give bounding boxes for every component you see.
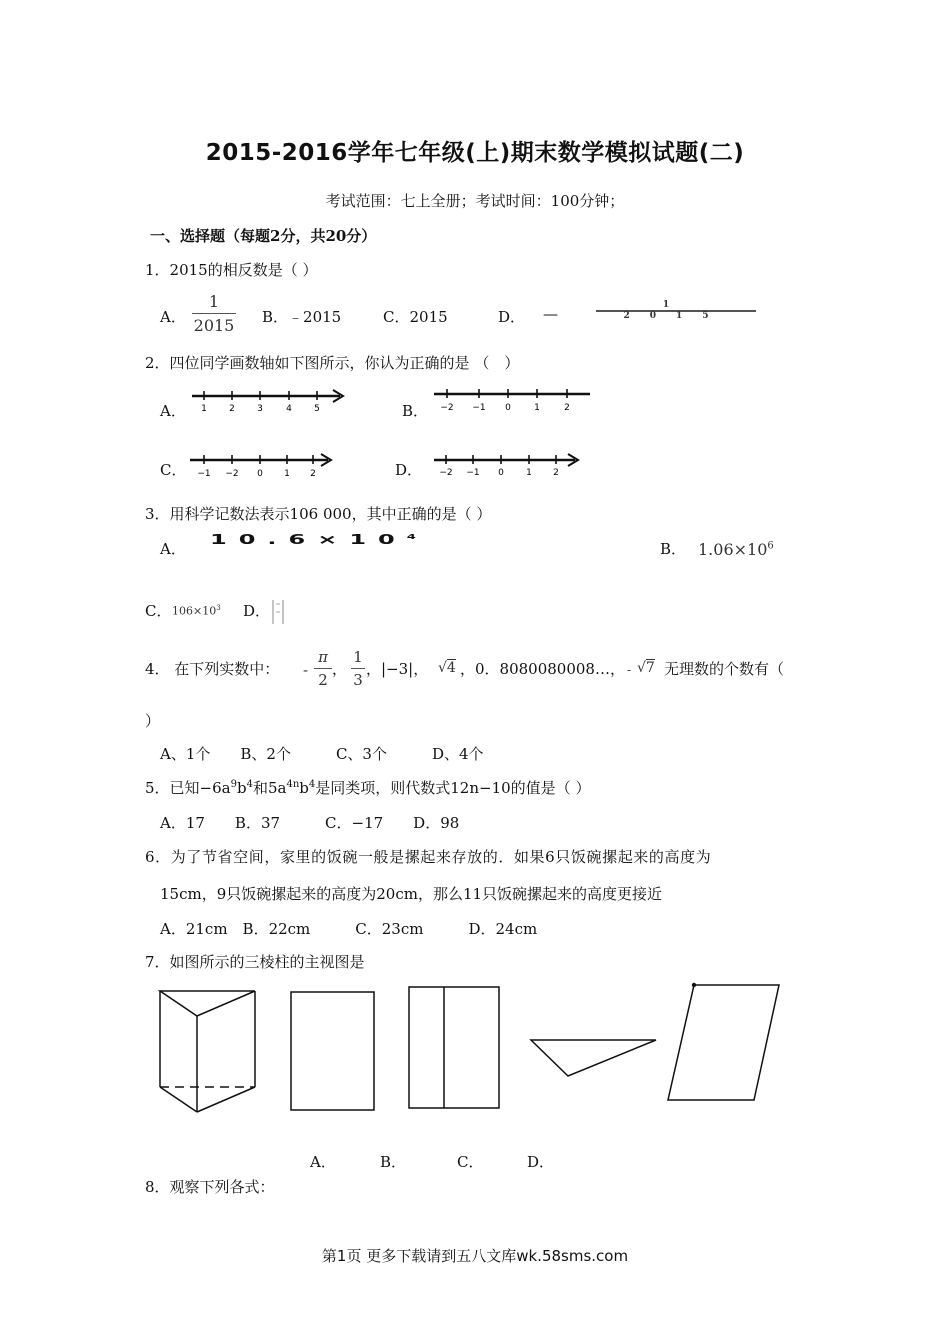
q5-text-part: 和5a (252, 779, 287, 797)
option-d-parallelogram-figure (664, 982, 784, 1106)
option-a-rectangle-figure (288, 990, 378, 1114)
tick-label: 3 (257, 404, 263, 414)
q2-stem: 2．四位同学画数轴如下图所示，你认为正确的是 （ ） (145, 354, 520, 372)
option-b-split-rectangle-figure (406, 985, 502, 1111)
q2-option-c-label: C． (160, 461, 187, 479)
q4-sqrt4-radicand: 4 (446, 660, 456, 676)
q4-prefix: 4． 在下列实数中： (145, 660, 280, 678)
q3-b-base: 1.06×10 (698, 540, 768, 559)
q3-a-exponent: 4 (406, 533, 428, 542)
q7-label-d: D． (527, 1153, 555, 1171)
q5-exponent: 4n (286, 779, 300, 790)
q5-text-part: b (236, 779, 247, 797)
q4-three: 3 (353, 671, 363, 689)
q3-stem: 3．用科学记数法表示106 000，其中正确的是（ ） (145, 505, 492, 523)
q4-negative-sign: - (303, 661, 309, 679)
q5-exponent: 9 (230, 779, 237, 790)
page-title: 2015-2016学年七年级(上)期末数学模拟试题(二) (205, 140, 745, 166)
sqrt-icon: √ (438, 660, 447, 676)
q1-option-d-fraction (596, 302, 756, 320)
q5-stem (145, 777, 590, 798)
number-line-c (188, 452, 338, 484)
q2-option-a-label: A． (160, 402, 186, 420)
q1-option-a-fraction (192, 292, 236, 335)
tick-label: −1 (472, 403, 486, 413)
q3-option-a-value (210, 532, 428, 547)
q4-sqrt-7 (637, 660, 655, 676)
q5-text-part: b (299, 779, 309, 797)
q4-options: A、1个 B、2个 C、3个 D、4个 (160, 745, 484, 763)
tick-label: 2 (564, 403, 570, 413)
tick-label: 1 (284, 469, 290, 479)
tick-label: 1 (201, 404, 207, 414)
q3-c-exponent: 3 (216, 604, 221, 612)
q1-option-d-dash: — (543, 305, 558, 323)
q5-text-part: 5．已知−6a (145, 779, 231, 797)
q1-d-denominator: 2015 (623, 311, 729, 321)
q2-option-b-label: B． (402, 402, 429, 420)
tick-label: −1 (466, 468, 480, 478)
q1-stem: 1．2015的相反数是（ ） (145, 261, 318, 279)
number-line-b (432, 386, 597, 416)
q1-a-denominator: 2015 (193, 316, 235, 335)
page-footer: 第1页 更多下载请到五八文库wk.58sms.com (321, 1247, 629, 1265)
q5-exponent: 4 (308, 779, 316, 790)
q1-a-numerator: 1 (208, 292, 220, 311)
tick-label: −2 (225, 469, 239, 479)
q3-option-c-value (172, 604, 221, 618)
tick-label: −1 (197, 469, 211, 479)
triangular-prism-figure (155, 985, 265, 1117)
q3-a-base: 10.6×10 (210, 532, 407, 548)
number-line-a (190, 386, 350, 416)
option-c-triangle-figure (528, 1036, 660, 1080)
section-heading: 一、选择题（每题2分，共20分） (150, 227, 377, 245)
tick-label: −2 (439, 468, 453, 478)
q1-option-d-label: D． (498, 308, 526, 326)
q3-option-b-label: B． (660, 540, 687, 558)
q6-options: A．21cm B．22cm C．23cm D．24cm (160, 920, 538, 938)
q3-option-b-value (698, 540, 774, 559)
q1-d-numerator: 1 (662, 300, 690, 310)
q1-option-c: C．2015 (383, 308, 448, 326)
q4-comma: ， (332, 660, 348, 678)
q4-fraction-one-third (351, 648, 365, 689)
tick-label: 2 (310, 469, 316, 479)
exam-info: 考试范围：七上全册；考试时间：100分钟； (325, 192, 625, 210)
q4-one: 1 (353, 648, 363, 666)
fraction-bar (351, 668, 365, 669)
q3-option-a-label: A． (160, 540, 186, 558)
q4-suffix: 无理数的个数有（ (664, 660, 785, 678)
tick-label: 0 (505, 403, 511, 413)
tick-label: 1 (526, 468, 532, 478)
sqrt-icon: √ (637, 660, 646, 676)
q4-abs-value: ，|−3|， (366, 660, 429, 678)
tick-label: 1 (534, 403, 540, 413)
fraction-bar (314, 668, 332, 669)
tick-label: 2 (553, 468, 559, 478)
q4-fraction-pi-over-2 (314, 648, 332, 689)
fraction-bar (192, 313, 236, 314)
q5-text-part: 是同类项，则代数式12n−10的值是（ ） (315, 779, 591, 797)
tick-label: 0 (257, 469, 263, 479)
q4-negative-sign-2: - (627, 663, 632, 677)
q3-b-exponent: 6 (767, 540, 774, 552)
q4-sqrt7-radicand: 7 (645, 660, 655, 676)
q3-option-d-image (270, 598, 290, 626)
q4-two: 2 (318, 671, 328, 689)
q6-line-1: 6．为了节省空间，家里的饭碗一般是摞起来存放的．如果6只饭碗摞起来的高度为 (145, 848, 712, 866)
tick-label: 0 (498, 468, 504, 478)
q8-stem: 8．观察下列各式： (145, 1178, 275, 1196)
q1-option-b: B．﹣2015 (262, 308, 342, 326)
q2-option-d-label: D． (395, 461, 423, 479)
tick-label: 2 (229, 404, 235, 414)
q5-exponent: 4 (246, 779, 253, 790)
q4-decimal: ，0．8080080008…， (460, 660, 625, 678)
q7-label-b: B． (380, 1153, 407, 1171)
q1-option-a-label: A． (160, 308, 186, 326)
tick-label: 5 (314, 404, 320, 414)
q7-stem: 7．如图所示的三棱柱的主视图是 (145, 953, 365, 971)
q4-pi: π (318, 648, 328, 666)
q3-option-d-label: D． (243, 602, 271, 620)
q4-close-paren: ） (145, 712, 161, 730)
q3-option-c-label: C． (145, 602, 172, 620)
q5-options: A．17 B．37 C．−17 D．98 (160, 814, 460, 832)
q3-c-base: 106×10 (172, 604, 217, 618)
q6-line-2: 15cm，9只饭碗摞起来的高度为20cm，那么11只饭碗摞起来的高度更接近 (160, 885, 663, 903)
q7-label-c: C． (457, 1153, 484, 1171)
q7-label-a: A． (310, 1153, 336, 1171)
tick-label: −2 (440, 403, 454, 413)
q4-sqrt-4 (438, 660, 456, 676)
number-line-d (432, 450, 587, 482)
tick-label: 4 (286, 404, 292, 414)
